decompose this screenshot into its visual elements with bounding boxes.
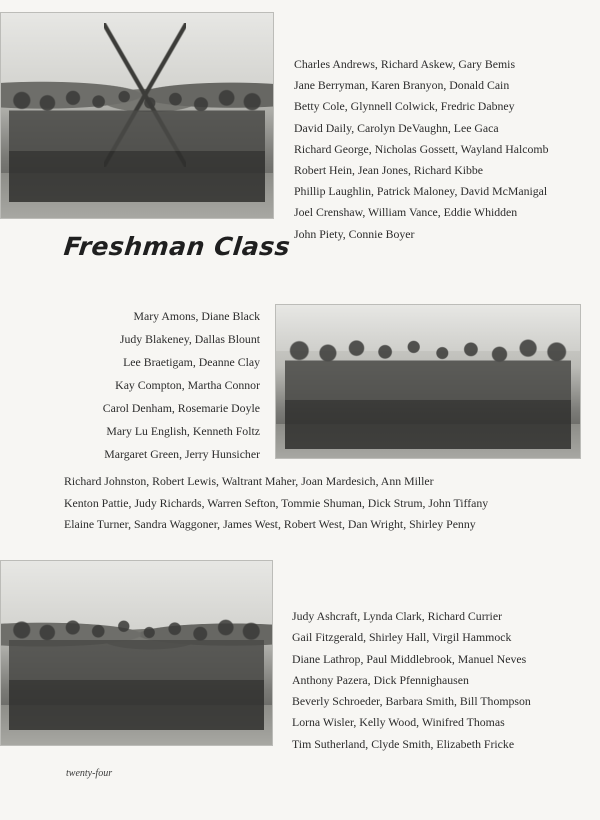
name-line: Phillip Laughlin, Patrick Maloney, David McManigal (294, 184, 548, 199)
name-line: Lee Braetigam, Deanne Clay (123, 355, 260, 369)
names-group-3 (292, 606, 531, 755)
name-line: Kay Compton, Martha Connor (115, 378, 260, 392)
photo-middle (275, 304, 581, 459)
name-line: Robert Hein, Jean Jones, Richard Kibbe (294, 163, 484, 178)
photo-students (9, 75, 265, 202)
names-group-1 (294, 54, 548, 245)
name-line: Margaret Green, Jerry Hunsicher (104, 447, 260, 461)
name-line: Richard George, Nicholas Gossett, Wayland Halcomb (294, 141, 549, 156)
name-line: Anthony Pazera, Dick Pfennighausen (292, 672, 469, 687)
photo-top (0, 12, 274, 219)
page-title: Freshman Class (62, 232, 292, 261)
name-line: Jane Berryman, Karen Branyon, Donald Cain (294, 78, 510, 93)
name-line: Lorna Wisler, Kelly Wood, Winifred Thomas (292, 715, 505, 730)
name-line: Beverly Schroeder, Barbara Smith, Bill Thompson (292, 694, 531, 709)
name-line: John Piety, Connie Boyer (294, 226, 415, 241)
name-line: Kenton Pattie, Judy Richards, Warren Sefton, Tommie Shuman, Dick Strum, John Tiffany (64, 495, 489, 510)
photo-students (9, 605, 264, 730)
name-line: Richard Johnston, Robert Lewis, Waltrant Maher, Joan Mardesich, Ann Miller (64, 474, 434, 488)
photo-bottom (0, 560, 273, 746)
photo-students (285, 326, 571, 448)
name-line: Carol Denham, Rosemarie Doyle (102, 401, 260, 415)
names-group-2-wide (64, 471, 488, 536)
name-line: David Daily, Carolyn DeVaughn, Lee Gaca (294, 120, 499, 135)
page-number: twenty-four (66, 768, 113, 779)
name-line: Elaine Turner, Sandra Waggoner, James West, Robert West, Dan Wright, Shirley Penny (64, 517, 476, 531)
name-line: Tim Sutherland, Clyde Smith, Elizabeth Fricke (292, 736, 515, 751)
name-line: Joel Crenshaw, William Vance, Eddie Whidden (294, 205, 518, 220)
name-line: Gail Fitzgerald, Shirley Hall, Virgil Hammock (292, 630, 512, 645)
name-line: Diane Lathrop, Paul Middlebrook, Manuel Neves (292, 651, 527, 666)
name-line: Mary Lu English, Kenneth Foltz (106, 424, 260, 438)
name-line: Betty Cole, Glynnell Colwick, Fredric Dabney (294, 99, 515, 114)
name-line: Judy Blakeney, Dallas Blount (119, 332, 260, 346)
name-line: Judy Ashcraft, Lynda Clark, Richard Currier (292, 609, 502, 623)
name-line: Mary Amons, Diane Black (133, 309, 260, 323)
names-group-2-short (40, 305, 260, 466)
name-line: Charles Andrews, Richard Askew, Gary Bemis (294, 57, 516, 71)
